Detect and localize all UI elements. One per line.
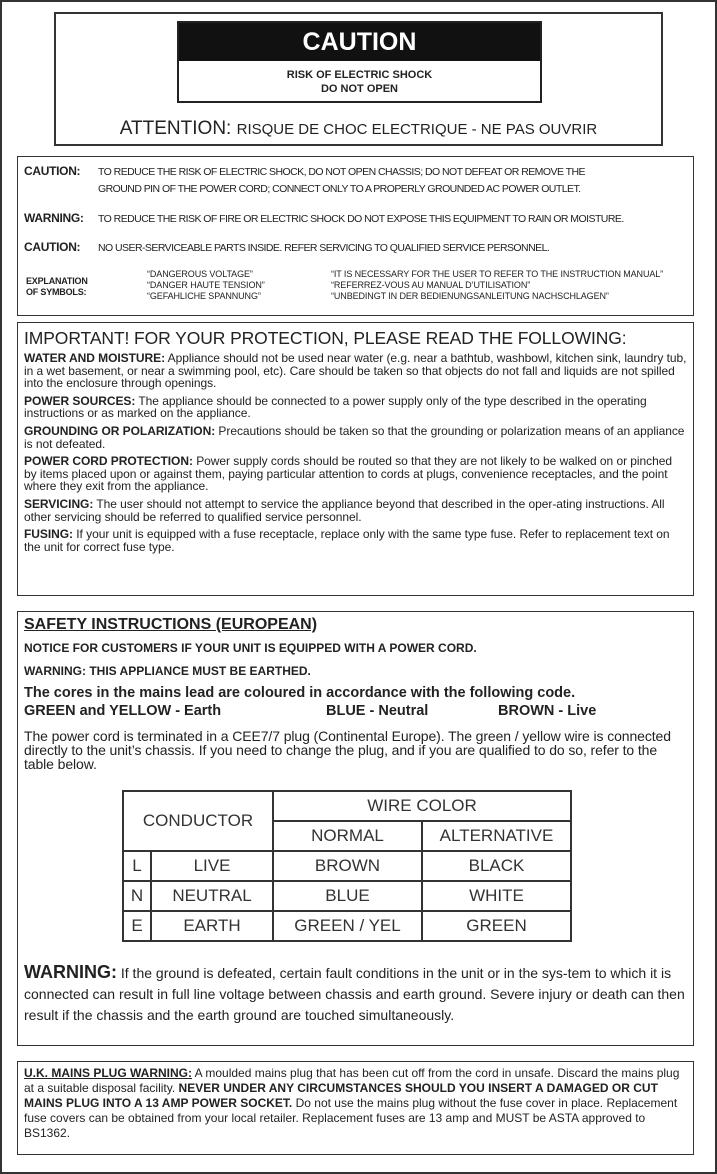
- normal-color: GREEN / YEL: [273, 911, 422, 941]
- warning-text: TO REDUCE THE RISK OF FIRE OR ELECTRIC SHOCK DO NOT EXPOSE THIS EQUIPMENT TO RAIN OR MOISTURE.: [98, 213, 624, 225]
- table-row: [123, 851, 571, 881]
- alternative-header: ALTERNATIVE: [422, 821, 571, 851]
- ground-warning-label: WARNING:: [24, 962, 117, 982]
- symbol-text: “GEFAHLICHE SPANNUNG”: [147, 291, 261, 301]
- warning-label: WARNING:: [24, 211, 84, 225]
- conductor-name: LIVE: [151, 851, 273, 881]
- wire-color-header: WIRE COLOR: [273, 791, 571, 821]
- warning-row: [24, 211, 624, 225]
- caution-subtitle-line1: RISK OF ELECTRIC SHOCK: [286, 69, 433, 81]
- uk-warning-text2: Do not use the mains plug without the fuse cover in place. Replacement fuse covers can be obtained from your local retailer. Replacement fuses are 13 amp and MUST be ASTA approved to BS1362.: [24, 1096, 678, 1140]
- code-earth: GREEN and YELLOW - Earth: [24, 703, 222, 719]
- alternative-color: GREEN: [422, 911, 571, 941]
- code-neutral: BLUE - Neutral: [326, 703, 429, 719]
- caution-label: [177, 21, 542, 103]
- item-label: FUSING:: [24, 527, 73, 542]
- caution2-text: NO USER-SERVICEABLE PARTS INSIDE. REFER SERVICING TO QUALIFIED SERVICE PERSONNEL.: [98, 242, 550, 254]
- item-text: The user should not attempt to service the appliance beyond that described in the oper-ating instructions. All other servicing should be referred to qualified service personnel.: [24, 496, 665, 524]
- explanation-of-symbols-label: [26, 276, 88, 298]
- ground-defeat-warning: [24, 962, 689, 1026]
- caution-header-box: [54, 12, 663, 146]
- item-label: GROUNDING OR POLARIZATION:: [24, 423, 216, 438]
- attention-text: RISQUE DE CHOC ELECTRIQUE - NE PAS OUVRIR: [236, 121, 598, 138]
- caution1-label: CAUTION:: [24, 164, 81, 178]
- normal-header: NORMAL: [273, 821, 422, 851]
- symbol-text: “DANGEROUS VOLTAGE”: [147, 269, 253, 279]
- important-item-grounding: [24, 425, 687, 450]
- attention-prefix: ATTENTION:: [119, 118, 232, 139]
- caution-title: CAUTION: [179, 23, 540, 61]
- conductor-code: N: [123, 881, 151, 911]
- symbol-text: “DANGER HAUTE TENSION”: [147, 280, 265, 290]
- item-label: POWER SOURCES:: [24, 393, 136, 408]
- caution2-label: CAUTION:: [24, 240, 81, 254]
- table-row: [123, 881, 571, 911]
- conductor-header: CONDUCTOR: [123, 791, 273, 851]
- safety-terminated-text: The power cord is terminated in a CEE7/7 plug (Continental Europe). The green / yellow wire is connected directly to the unit’s chassis. If you need to change the plug, and if you are qualified to do so, refer to the table below.: [24, 728, 671, 772]
- uk-warning-bold: NEVER UNDER ANY CIRCUMSTANCES SHOULD YOU INSERT A DAMAGED OR CUT MAINS PLUG INTO A 13 AMP POWER SOCKET.: [24, 1081, 658, 1110]
- alternative-color: WHITE: [422, 881, 571, 911]
- symbols-manual: [331, 269, 663, 302]
- important-section: [17, 322, 694, 596]
- wire-color-table: [122, 790, 572, 942]
- caution2-row: [24, 240, 549, 254]
- important-item-power-cord: [24, 455, 687, 493]
- attention-line: [56, 118, 661, 140]
- item-label: SERVICING:: [24, 496, 94, 511]
- ground-warning-text: If the ground is defeated, certain fault conditions in the unit or in the sys-tem to which it is connected can result in full line voltage between chassis and earth ground. Severe injury or death can then result if the chassis and the earth ground are touched simultaneously.: [24, 965, 685, 1023]
- normal-color: BLUE: [273, 881, 422, 911]
- symbol-text: “UNBEDINGT IN DER BEDIENUNGSANLEITUNG NACHSCHLAGEN”: [331, 291, 609, 301]
- safety-notice: NOTICE FOR CUSTOMERS IF YOUR UNIT IS EQUIPPED WITH A POWER CORD.: [24, 641, 477, 655]
- safety-section: [17, 611, 694, 1046]
- safety-cores: The cores in the mains lead are coloured in accordance with the following code.: [24, 685, 576, 701]
- symbols-voltage: [147, 269, 265, 302]
- color-codes: [24, 702, 687, 721]
- table-row: [123, 911, 571, 941]
- item-text: The appliance should be connected to a power supply only of the type described in the operating instructions or as marked on the appliance.: [24, 393, 647, 421]
- caution1-line1: TO REDUCE THE RISK OF ELECTRIC SHOCK, DO NOT OPEN CHASSIS; DO NOT DEFEAT OR REMOVE THE: [98, 166, 585, 178]
- uk-warning-label: U.K. MAINS PLUG WARNING:: [24, 1066, 192, 1080]
- item-text: Appliance should not be used near water (e.g. near a bathtub, washbowl, kitchen sink, laundry tub, in a wet basement, or near a swimming pool, etc). Care should be taken so that objects do not fall and liquids are not spilled into the enclosure through openings.: [24, 351, 687, 391]
- important-item-fusing: [24, 528, 687, 553]
- important-item-water: [24, 352, 687, 390]
- conductor-name: EARTH: [151, 911, 273, 941]
- uk-mains-plug-warning: [17, 1061, 694, 1155]
- important-title: IMPORTANT! FOR YOUR PROTECTION, PLEASE READ THE FOLLOWING:: [24, 328, 627, 348]
- safety-earthed-warning: WARNING: THIS APPLIANCE MUST BE EARTHED.: [24, 664, 311, 678]
- explanation-line1: EXPLANATION: [26, 276, 88, 286]
- item-label: WATER AND MOISTURE:: [24, 351, 166, 365]
- explanation-line2: OF SYMBOLS:: [26, 287, 87, 297]
- caution1-row: [24, 164, 585, 178]
- conductor-code: E: [123, 911, 151, 941]
- table-header-row: [123, 791, 571, 821]
- item-text: If your unit is equipped with a fuse receptacle, replace only with the same type fuse. Refer to replacement text on the unit for correct fuse type.: [24, 527, 670, 554]
- safety-title: SAFETY INSTRUCTIONS (EUROPEAN): [24, 616, 318, 633]
- symbol-text: “REFERREZ-VOUS AU MANUAL D’UTILISATION”: [331, 280, 531, 290]
- item-text: Precautions should be taken so that the grounding or polarization means of an appliance is not defeated.: [24, 423, 685, 451]
- caution-subtitle: [179, 61, 540, 96]
- conductor-code: L: [123, 851, 151, 881]
- alternative-color: BLACK: [422, 851, 571, 881]
- item-text: Power supply cords should be routed so that they are not likely to be walked on or pinched by items placed upon or against them, paying particular attention to cords at plugs, convenience receptacles, and the point where they exit from the appliance.: [24, 454, 672, 494]
- code-live: BROWN - Live: [498, 703, 597, 719]
- caution1-line2: GROUND PIN OF THE POWER CORD; CONNECT ONLY TO A PROPERLY GROUNDED AC POWER OUTLET.: [98, 183, 581, 195]
- symbol-text: “IT IS NECESSARY FOR THE USER TO REFER TO THE INSTRUCTION MANUAL”: [331, 269, 664, 279]
- warnings-section: [17, 156, 694, 316]
- important-item-servicing: [24, 498, 687, 523]
- conductor-name: NEUTRAL: [151, 881, 273, 911]
- normal-color: BROWN: [273, 851, 422, 881]
- item-label: POWER CORD PROTECTION:: [24, 454, 193, 469]
- uk-warning-text1: A moulded mains plug that has been cut off from the cord in unsafe. Discard the mains plug at a suitable disposal facility.: [24, 1066, 680, 1095]
- caution-subtitle-line2: DO NOT OPEN: [320, 83, 398, 95]
- important-item-power-sources: [24, 395, 687, 420]
